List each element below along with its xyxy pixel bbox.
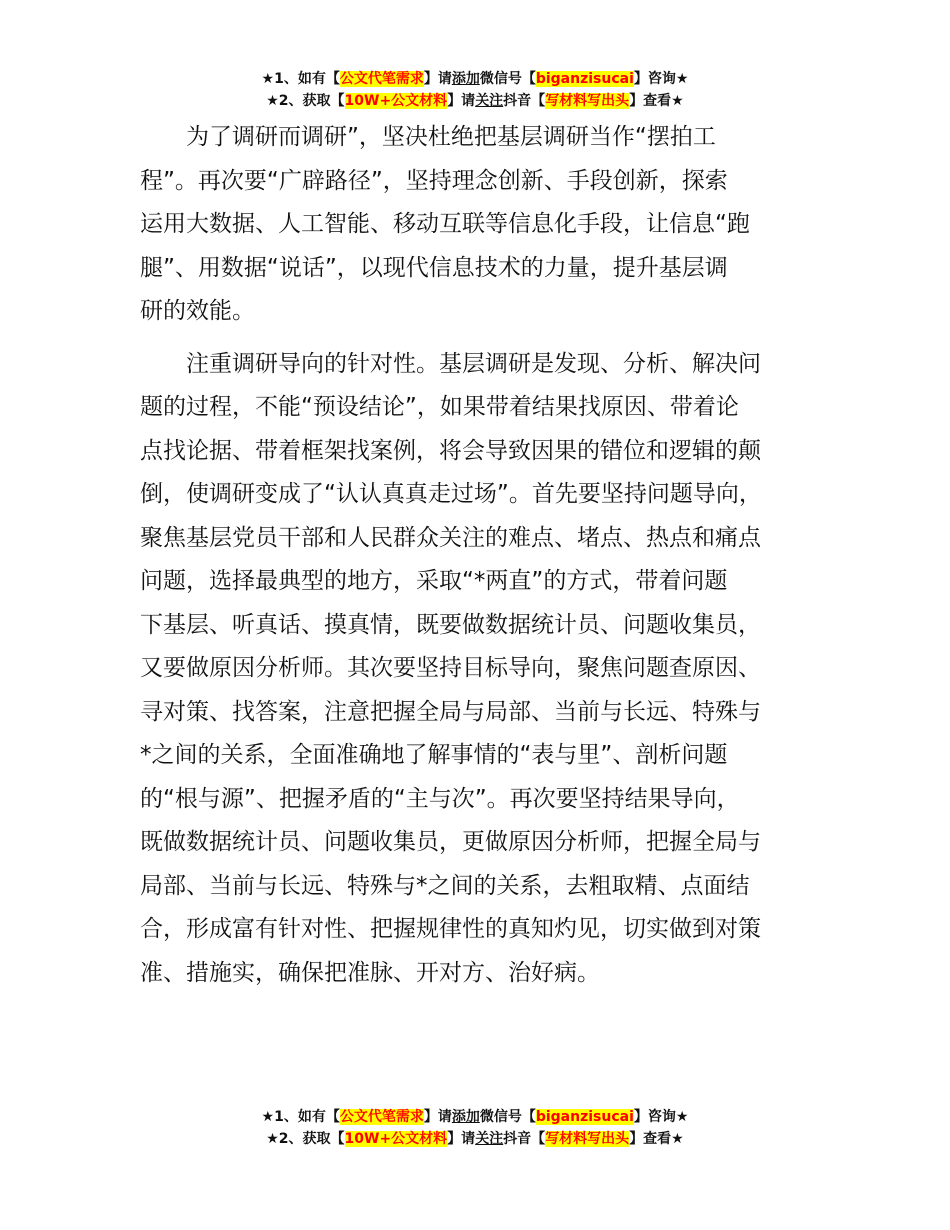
- banner-text: ★1、如有【: [261, 1109, 340, 1125]
- text-line: 局部、当前与长远、特殊与*之间的关系，去粗取精、点面结: [140, 872, 750, 899]
- banner-text: 】咨询★: [633, 71, 689, 87]
- banner-text: ★1、如有【: [261, 71, 340, 87]
- banner-text: 】请: [447, 1131, 476, 1147]
- text-line: 问题，选择最典型的地方，采取“*两直”的方式，带着问题: [140, 568, 728, 594]
- text-line: 点找论据、带着框架找案例，将会导致因果的错位和逻辑的颠: [140, 437, 761, 464]
- text-line: 注重调研导向的针对性。基层调研是发现、分析、解决问: [186, 350, 761, 377]
- underlined-text: 添加: [451, 71, 480, 87]
- paragraph-1: [140, 116, 830, 334]
- text-line: 研的效能。: [140, 298, 255, 324]
- text-line: 程”。再次要“广辟路径”，坚持理念创新、手段创新，探索: [140, 167, 728, 194]
- text-line: 既做数据统计员、问题收集员，更做原因分析师，把握全局与: [140, 829, 761, 855]
- underlined-text: 关注: [475, 1131, 504, 1147]
- banner-text: ★2、获取【: [266, 1131, 345, 1147]
- highlight-materials: 10W+公文材料: [344, 93, 448, 109]
- highlight-service: 公文代笔需求: [339, 71, 424, 87]
- banner-text: 】咨询★: [633, 1109, 689, 1125]
- text-line: 为了调研而调研”，坚决杜绝把基层调研当作“摆拍工: [186, 124, 716, 150]
- highlight-douyin-account: 写材料写出头: [545, 93, 630, 109]
- footer-banner: [0, 1106, 950, 1150]
- underlined-text: 添加: [451, 1109, 480, 1125]
- banner-line-1: [0, 1106, 950, 1128]
- banner-text: 】请: [423, 71, 452, 87]
- banner-line-1: [0, 68, 950, 90]
- highlight-wechat-id: biganzisucai: [535, 1109, 634, 1125]
- text-line: 运用大数据、人工智能、移动互联等信息化手段，让信息“跑: [140, 211, 750, 237]
- paragraph-2: [140, 343, 830, 996]
- banner-text: 】请: [447, 93, 476, 109]
- banner-text: ★2、获取【: [266, 93, 345, 109]
- banner-text: 抖音【: [503, 93, 546, 109]
- text-line: 寻对策、找答案，注意把握全局与局部、当前与长远、特殊与: [140, 698, 761, 725]
- highlight-service: 公文代笔需求: [339, 1109, 424, 1125]
- text-line: 下基层、听真话、摸真情，既要做数据统计员、问题收集员，: [140, 611, 761, 638]
- banner-text: 微信号【: [479, 1109, 536, 1125]
- banner-text: 抖音【: [503, 1131, 546, 1147]
- text-line: 腿”、用数据“说话”，以现代信息技术的力量，提升基层调: [140, 254, 728, 281]
- text-line: 又要做原因分析师。其次要坚持目标导向，聚焦问题查原因、: [140, 655, 761, 681]
- banner-line-2: [0, 1128, 950, 1150]
- highlight-douyin-account: 写材料写出头: [545, 1131, 630, 1147]
- underlined-text: 关注: [475, 93, 504, 109]
- text-line: 准、措施实，确保把准脉、开对方、治好病。: [140, 959, 600, 986]
- text-line: 的“根与源”、把握矛盾的“主与次”。再次要坚持结果导向，: [140, 785, 740, 812]
- banner-text: 】查看★: [629, 93, 684, 109]
- header-banner: [0, 68, 950, 112]
- banner-text: 微信号【: [479, 71, 536, 87]
- paragraph-gap: [140, 334, 830, 343]
- banner-text: 】查看★: [629, 1131, 684, 1147]
- text-line: 聚焦基层党员干部和人民群众关注的难点、堵点、热点和痛点: [140, 524, 761, 551]
- text-line: 题的过程，不能“预设结论”，如果带着结果找原因、带着论: [140, 394, 739, 420]
- highlight-materials: 10W+公文材料: [344, 1131, 448, 1147]
- text-line: *之间的关系，全面准确地了解事情的“表与里”、剖析问题: [140, 742, 728, 768]
- text-line: 倒，使调研变成了“认认真真走过场”。首先要坚持问题导向，: [140, 481, 762, 507]
- document-body: [140, 116, 830, 995]
- highlight-wechat-id: biganzisucai: [535, 71, 634, 87]
- banner-line-2: [0, 90, 950, 112]
- text-line: 合，形成富有针对性、把握规律性的真知灼见，切实做到对策: [140, 916, 761, 942]
- banner-text: 】请: [423, 1109, 452, 1125]
